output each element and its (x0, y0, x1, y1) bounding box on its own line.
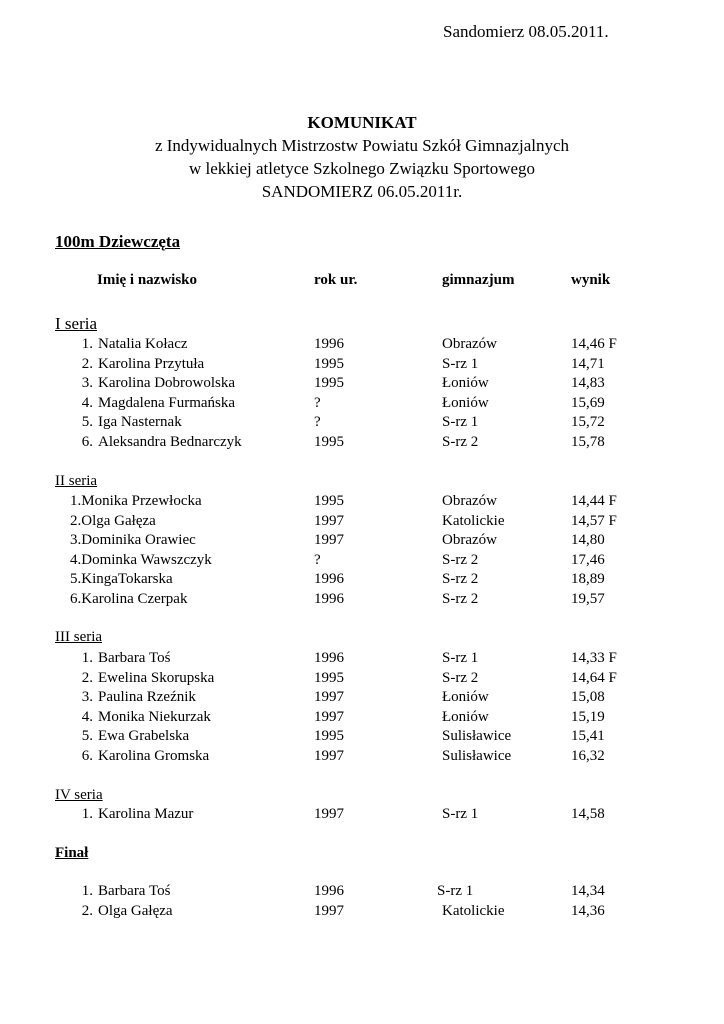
result-row-name: Karolina Mazur (98, 806, 194, 822)
result-row-school: Łoniów (442, 689, 489, 706)
result-row-name: 5.KingaTokarska (70, 571, 173, 588)
result-row-number: 2. (81, 669, 93, 686)
result-row-result: 17,46 (571, 551, 605, 568)
result-row-name: Ewelina Skorupska (98, 669, 215, 686)
final-row-year: 1996 (314, 883, 344, 899)
result-row-school: S-rz 2 (442, 571, 479, 588)
result-row-name: Karolina Przytuła (98, 355, 205, 372)
result-row-result: 16,32 (571, 748, 605, 764)
event-heading: 100m Dziewczęta (55, 232, 181, 251)
result-row-school: Obrazów (442, 336, 497, 352)
result-row-number: 1. (81, 650, 93, 666)
document-date: Sandomierz 08.05.2011. (443, 22, 609, 41)
result-row-school: S-rz 1 (442, 650, 479, 666)
result-row-number: 4. (81, 394, 93, 411)
result-row-year: 1995 (314, 375, 344, 392)
result-row-year: 1995 (314, 434, 344, 450)
result-row-year: 1995 (314, 355, 344, 372)
final-row-number: 2. (81, 903, 93, 919)
result-row-year: ? (314, 551, 321, 568)
result-row-year: ? (314, 394, 321, 411)
result-row-number: 1. (81, 806, 93, 822)
column-header-school: gimnazjum (442, 272, 515, 288)
final-row-year: 1997 (314, 903, 344, 919)
final-row-number: 1. (81, 883, 93, 899)
result-row-name: Natalia Kołacz (98, 336, 188, 352)
series-heading: III seria (55, 629, 103, 645)
result-row-year: 1995 (314, 493, 344, 509)
result-row-school: Sulisławice (442, 728, 512, 745)
result-row-name: Karolina Dobrowolska (98, 375, 236, 392)
result-row-number: 6. (81, 434, 93, 450)
result-row-school: S-rz 2 (442, 669, 479, 686)
result-row-year: 1995 (314, 669, 344, 686)
result-row-result: 14,44 F (571, 493, 617, 509)
result-row-number: 5. (81, 414, 93, 431)
final-row-result: 14,36 (571, 903, 605, 919)
result-row-school: Łoniów (442, 375, 489, 392)
column-header-name: Imię i nazwisko (97, 272, 198, 288)
result-row-name: 6.Karolina Czerpak (70, 591, 188, 607)
final-row-school: S-rz 1 (437, 883, 474, 899)
document-subtitle-line-2: w lekkiej atletyce Szkolnego Związku Sportowego (188, 159, 536, 178)
result-row-number: 6. (81, 748, 93, 764)
result-row-number: 5. (81, 728, 93, 745)
result-row-school: Katolickie (442, 512, 505, 529)
result-row-year: 1996 (314, 336, 344, 352)
series-heading: II seria (55, 473, 98, 489)
result-row-number: 3. (81, 375, 93, 392)
result-row-result: 14,83 (571, 375, 605, 392)
series-heading: I seria (55, 314, 98, 333)
result-row-name: Ewa Grabelska (98, 728, 190, 745)
result-row-result: 14,33 F (571, 650, 617, 666)
final-row-name: Barbara Toś (98, 883, 171, 899)
document-subtitle-line-1: z Indywidualnych Mistrzostw Powiatu Szkół Gimnazjalnych (154, 136, 570, 155)
column-header-result: wynik (571, 272, 611, 288)
result-row-result: 14,64 F (571, 669, 617, 686)
result-row-result: 14,71 (571, 355, 605, 372)
result-row-result: 14,46 F (571, 336, 617, 352)
result-row-result: 15,69 (571, 394, 605, 411)
result-row-school: Obrazów (442, 493, 497, 509)
result-row-result: 14,58 (571, 806, 605, 822)
result-row-year: 1996 (314, 650, 344, 666)
result-row-year: 1997 (314, 532, 344, 549)
result-row-number: 2. (81, 355, 93, 372)
result-row-name: Magdalena Furmańska (98, 394, 236, 411)
result-row-result: 14,57 F (571, 512, 617, 529)
result-row-year: 1997 (314, 689, 344, 706)
result-row-name: 3.Dominika Orawiec (70, 532, 196, 549)
series-heading: IV seria (55, 787, 103, 803)
result-row-result: 15,19 (571, 708, 605, 725)
result-row-school: S-rz 1 (442, 355, 479, 372)
result-row-school: S-rz 1 (442, 414, 479, 431)
result-row-name: Iga Nasternak (98, 414, 182, 431)
final-heading: Finał (55, 845, 89, 861)
result-row-result: 14,80 (571, 532, 605, 549)
result-row-result: 18,89 (571, 571, 605, 588)
result-row-name: 1.Monika Przewłocka (70, 493, 202, 509)
result-row-name: Karolina Gromska (98, 748, 210, 764)
result-row-result: 15,08 (571, 689, 605, 706)
result-row-result: 15,41 (571, 728, 605, 745)
final-row-name: Olga Gałęza (98, 903, 173, 919)
result-row-name: Paulina Rzeźnik (98, 689, 196, 706)
result-row-result: 19,57 (571, 591, 605, 607)
result-row-school: Łoniów (442, 708, 489, 725)
result-row-school: Obrazów (442, 532, 497, 549)
result-row-number: 1. (81, 336, 93, 352)
result-row-number: 3. (81, 689, 93, 706)
result-row-year: ? (314, 414, 321, 431)
final-row-school: Katolickie (442, 903, 505, 919)
result-row-number: 4. (81, 708, 93, 725)
result-row-name: 4.Dominka Wawszczyk (70, 551, 212, 568)
result-row-school: Sulisławice (442, 748, 512, 764)
document-subtitle-line-3: SANDOMIERZ 06.05.2011r. (261, 182, 463, 201)
result-row-year: 1996 (314, 591, 344, 607)
result-row-school: S-rz 2 (442, 434, 479, 450)
result-row-result: 15,72 (571, 414, 605, 431)
result-row-name: Monika Niekurzak (98, 708, 211, 725)
result-row-name: Barbara Toś (98, 650, 171, 666)
final-row-result: 14,34 (571, 883, 605, 899)
result-row-year: 1996 (314, 571, 344, 588)
column-header-year: rok ur. (314, 272, 358, 288)
result-row-school: S-rz 1 (442, 806, 479, 822)
result-row-year: 1997 (314, 512, 344, 529)
result-row-school: Łoniów (442, 394, 489, 411)
result-row-school: S-rz 2 (442, 591, 479, 607)
result-row-name: 2.Olga Gałęza (70, 512, 156, 529)
result-row-year: 1997 (314, 708, 344, 725)
document-title: KOMUNIKAT (307, 113, 417, 132)
result-row-name: Aleksandra Bednarczyk (98, 434, 242, 450)
result-row-year: 1997 (314, 748, 344, 764)
result-row-year: 1995 (314, 728, 344, 745)
result-row-school: S-rz 2 (442, 551, 479, 568)
result-row-year: 1997 (314, 806, 344, 822)
result-row-result: 15,78 (571, 434, 605, 450)
